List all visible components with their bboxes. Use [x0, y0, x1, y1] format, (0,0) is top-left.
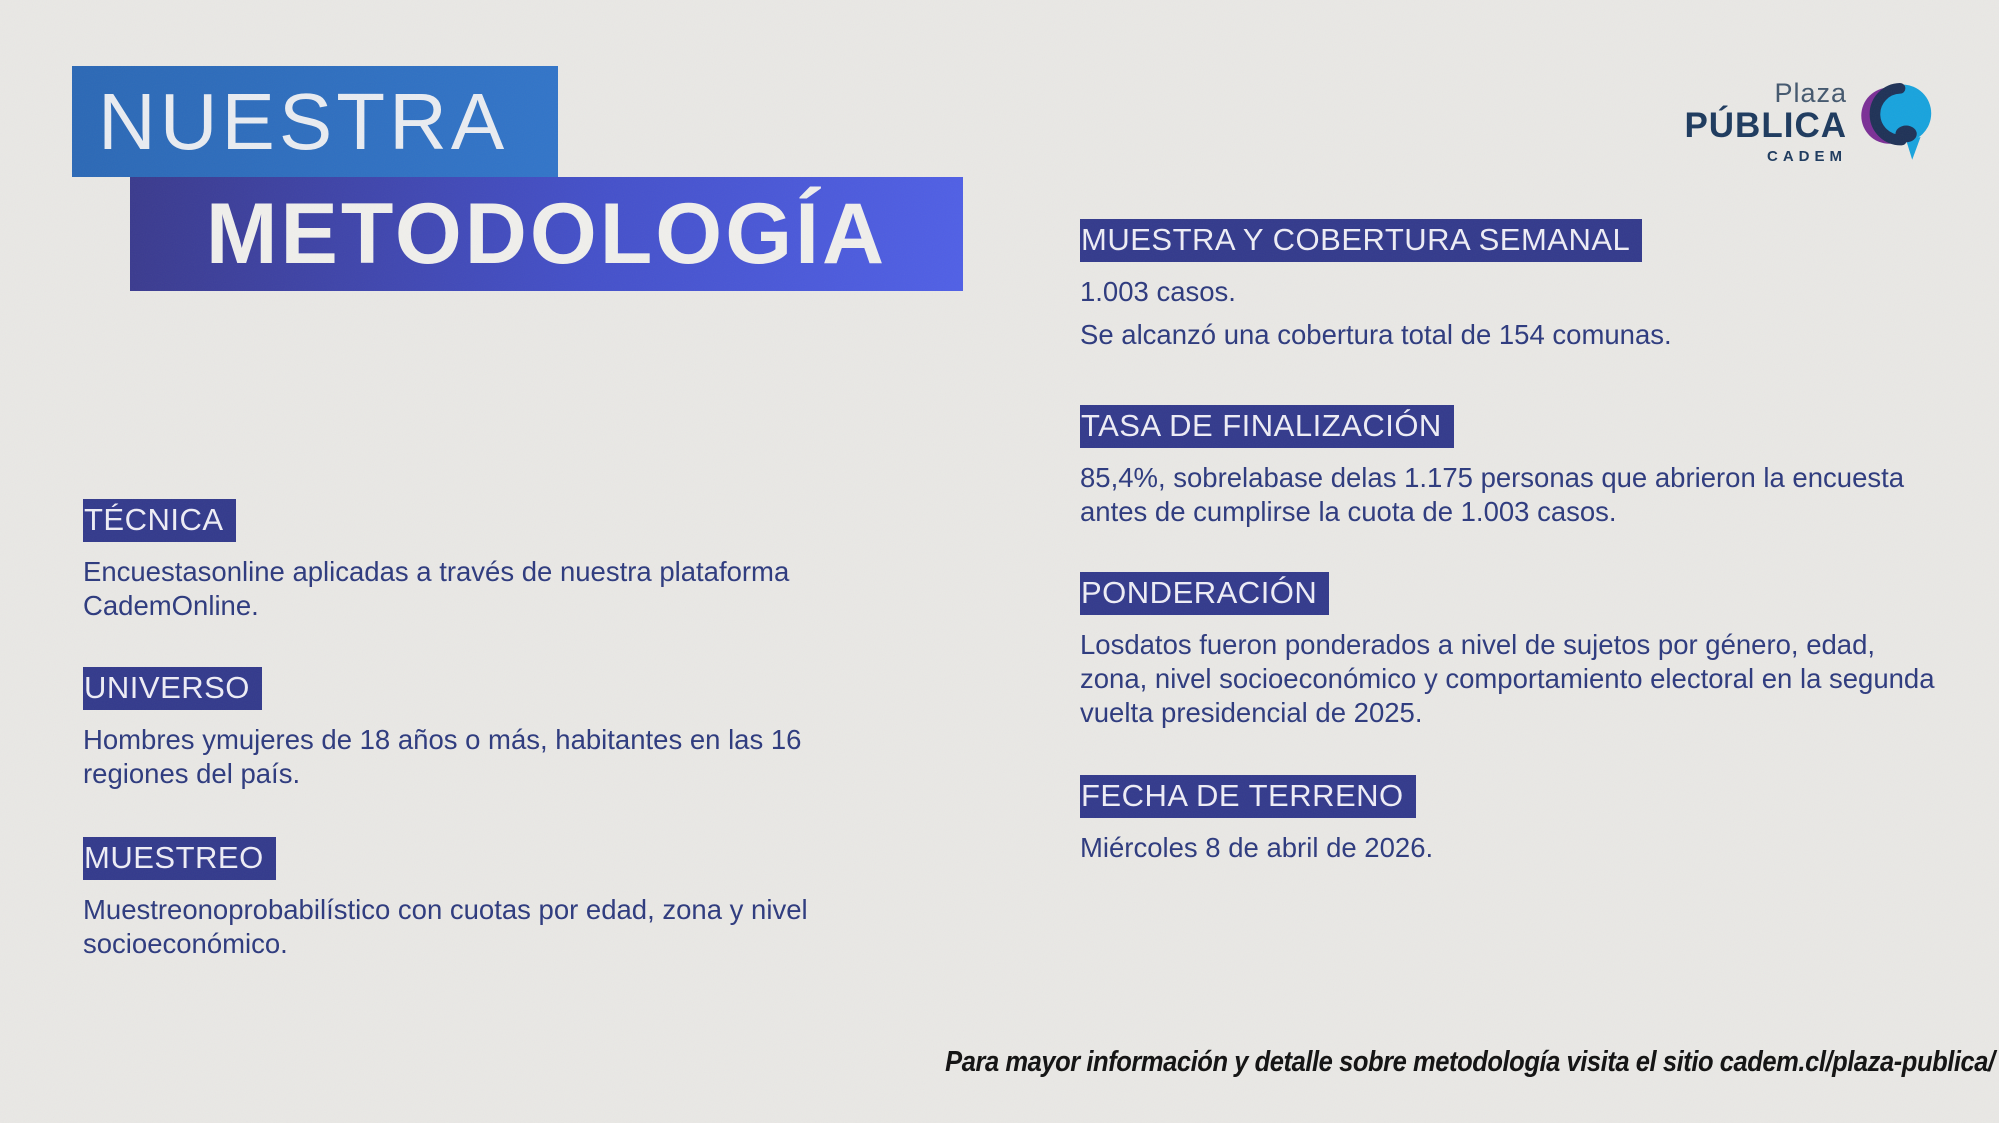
section-heading: TÉCNICA	[84, 502, 224, 537]
logo-text	[1684, 78, 1847, 165]
section-heading-badge	[1080, 572, 1329, 615]
title-line2-box	[130, 177, 963, 291]
speech-bubble-logo-icon	[1859, 76, 1935, 166]
section-body: Encuestasonline aplicadas a través de nuestra plataforma CademOnline.	[83, 556, 790, 621]
section-body: Losdatos fueron ponderados a nivel de sujetos por género, edad, zona, nivel socioeconómico y comportamiento electoral en la segunda vuelta presidencial de 2025.	[1080, 629, 1935, 728]
section-heading-badge	[1080, 405, 1454, 448]
section-heading-badge	[1080, 775, 1416, 818]
section-universo	[83, 667, 903, 791]
section-body: 85,4%, sobrelabase delas 1.175 personas que abrieron la encuesta antes de cumplirse la cuota de 1.003 casos.	[1080, 462, 1905, 527]
section-heading-badge	[83, 667, 262, 710]
logo-name-sub: CADEM	[1767, 147, 1847, 165]
section-heading-badge	[83, 837, 276, 880]
logo-name-main: PÚBLICA	[1684, 105, 1847, 145]
title-line1-box	[72, 66, 558, 177]
logo-name-top: Plaza	[1774, 77, 1847, 108]
section-muestra-y-cobertura	[1080, 219, 1945, 352]
section-heading: MUESTREO	[84, 840, 264, 875]
section-heading-badge	[1080, 219, 1642, 262]
plaza-publica-cadem-logo	[1684, 76, 1935, 166]
section-body: Se alcanzó una cobertura total de 154 comunas.	[1080, 319, 1672, 350]
section-muestreo	[83, 837, 903, 961]
section-body: Miércoles 8 de abril de 2026.	[1080, 832, 1434, 863]
section-heading: PONDERACIÓN	[1081, 575, 1318, 610]
section-body: 1.003 casos.	[1080, 276, 1236, 307]
section-heading-badge	[83, 499, 236, 542]
section-body: Muestreonoprobabilístico con cuotas por edad, zona y nivel socioeconómico.	[83, 894, 808, 959]
section-fecha-de-terreno	[1080, 775, 1945, 865]
section-heading: TASA DE FINALIZACIÓN	[1081, 408, 1442, 443]
section-heading: UNIVERSO	[84, 670, 250, 705]
section-heading: FECHA DE TERRENO	[1081, 778, 1404, 813]
title-line2: METODOLOGÍA	[205, 185, 888, 282]
title-line1: NUESTRA	[98, 76, 509, 166]
section-body: Hombres ymujeres de 18 años o más, habitantes en las 16 regiones del país.	[83, 724, 802, 789]
section-heading: MUESTRA Y COBERTURA SEMANAL	[1081, 222, 1631, 257]
footer-note: Para mayor información y detalle sobre metodología visita el sitio cadem.cl/plaza-publica/	[945, 1046, 1995, 1078]
section-tasa-de-finalizacion	[1080, 405, 1945, 529]
section-ponderacion	[1080, 572, 1945, 730]
section-tecnica	[83, 499, 903, 623]
